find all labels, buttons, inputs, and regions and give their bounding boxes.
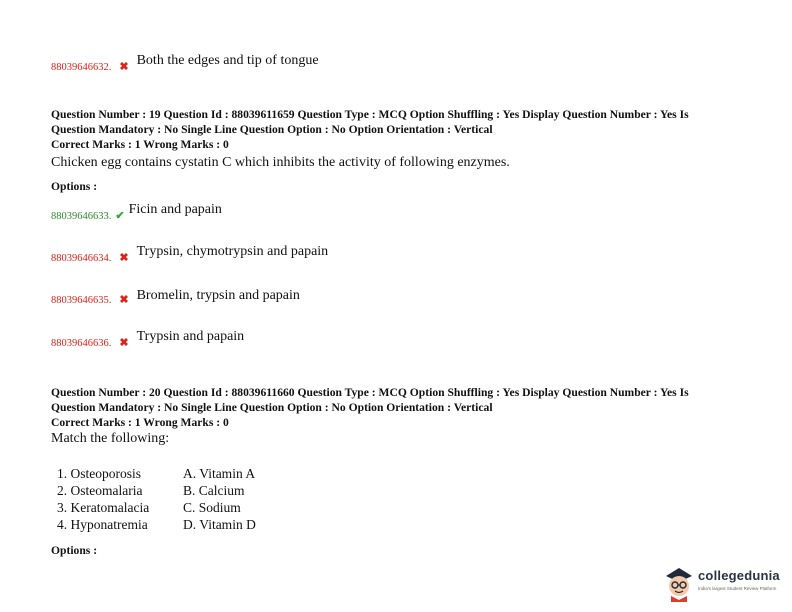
wrong-mark-icon: ✖ xyxy=(119,61,129,73)
option-id: 88039646632. xyxy=(51,62,112,73)
wrong-mark-icon: ✖ xyxy=(119,252,129,264)
match-right: A. Vitamin A xyxy=(183,466,256,481)
match-right: B. Calcium xyxy=(183,483,245,498)
q20-meta-line2: Question Mandatory : No Single Line Question Option : No Option Orientation : Vertical xyxy=(51,401,493,414)
option-row xyxy=(51,53,319,75)
q19-meta-line2: Question Mandatory : No Single Line Question Option : No Option Orientation : Vertical xyxy=(51,123,493,136)
match-left: 2. Osteomalaria xyxy=(57,483,143,498)
match-left: 4. Hyponatremia xyxy=(57,517,148,532)
q19-question-text: Chicken egg contains cystatin C which inhibits the activity of following enzymes. xyxy=(51,155,510,170)
match-row xyxy=(57,466,256,483)
q19-option-3 xyxy=(51,290,300,308)
option-id: 88039646635. xyxy=(51,295,112,306)
mascot-icon xyxy=(662,564,696,602)
q20-question-text: Match the following: xyxy=(51,431,170,446)
correct-check-icon: ✔ xyxy=(115,210,125,222)
logo-name: collegedunia xyxy=(698,568,780,583)
option-id: 88039646636. xyxy=(51,338,112,349)
match-table xyxy=(57,466,256,534)
option-text: Both the edges and tip of tongue xyxy=(136,53,319,68)
match-row xyxy=(57,517,256,534)
q19-options-label: Options : xyxy=(51,180,98,193)
q19-marks: Correct Marks : 1 Wrong Marks : 0 xyxy=(51,138,229,151)
option-text: Trypsin, chymotrypsin and papain xyxy=(136,244,329,259)
match-row xyxy=(57,500,256,517)
match-right: C. Sodium xyxy=(183,500,241,515)
match-right: D. Vitamin D xyxy=(183,517,256,532)
q20-meta-line1: Question Number : 20 Question Id : 88039611660 Question Type : MCQ Option Shuffling : Yes Display Question Number : Yes Is xyxy=(51,386,689,399)
logo-tagline: India's largest Student Review Platform xyxy=(698,586,777,591)
match-row xyxy=(57,483,256,500)
q19-option-1 xyxy=(51,202,222,224)
option-text: Bromelin, trypsin and papain xyxy=(136,288,300,303)
wrong-mark-icon: ✖ xyxy=(119,337,129,349)
wrong-mark-icon: ✖ xyxy=(119,294,129,306)
collegedunia-logo xyxy=(662,562,782,606)
option-id: 88039646633. xyxy=(51,211,112,222)
q20-marks: Correct Marks : 1 Wrong Marks : 0 xyxy=(51,416,229,429)
q19-meta-line1: Question Number : 19 Question Id : 88039611659 Question Type : MCQ Option Shuffling : Yes Display Question Number : Yes Is xyxy=(51,108,689,121)
q19-option-4 xyxy=(51,329,245,351)
option-text: Trypsin and papain xyxy=(136,329,245,344)
match-left: 1. Osteoporosis xyxy=(57,466,141,481)
q20-meta xyxy=(51,385,771,430)
match-left: 3. Keratomalacia xyxy=(57,500,150,515)
option-text: Ficin and papain xyxy=(128,202,222,217)
q19-option-2 xyxy=(51,244,329,266)
q20-options-label: Options : xyxy=(51,544,98,557)
q19-meta xyxy=(51,107,771,152)
option-id: 88039646634. xyxy=(51,253,112,264)
